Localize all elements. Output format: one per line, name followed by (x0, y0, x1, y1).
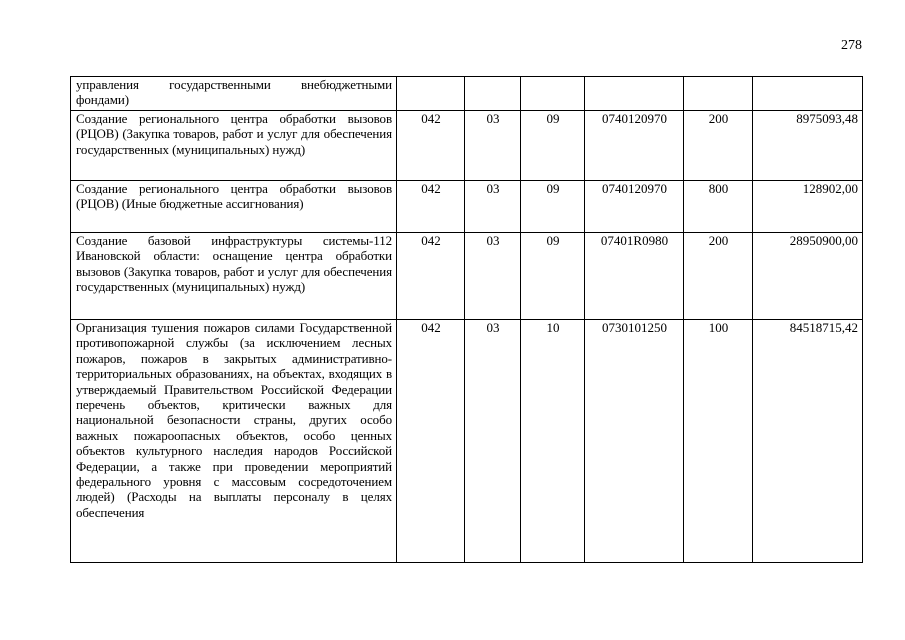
section-code: 03 (465, 320, 521, 563)
subsection-code: 10 (521, 320, 585, 563)
expense-type-code: 800 (684, 181, 753, 233)
section-code: 03 (465, 233, 521, 320)
amount: 28950900,00 (753, 233, 863, 320)
subsection-code (521, 77, 585, 111)
section-code: 03 (465, 111, 521, 181)
section-code (465, 77, 521, 111)
expense-type-code: 200 (684, 233, 753, 320)
ministry-code: 042 (397, 181, 465, 233)
expense-type-code (684, 77, 753, 111)
amount: 84518715,42 (753, 320, 863, 563)
row-description: Создание базовой инфраструктуры системы-112 Ивановской области: оснащение центра обработки вызовов (Закупка товаров, работ и услуг для обеспечения государственных (муниципальных) нужд) (71, 233, 397, 320)
row-description: Организация тушения пожаров силами Государственной противопожарной службы (за исключением лесных пожаров, пожаров в закрытых административно-территориальных образованиях, на объектах, входящих в утверждаемый Правительством Российской Федерации перечень объектов, критически важных для национальной безопасности страны, других особо важных пожароопасных объектов, особо ценных объектов культурного наследия народов Российской Федерации, а также при проведении мероприятий федерального уровня с массовым сосредоточением людей) (Расходы на выплаты персоналу в целях обеспечения (71, 320, 397, 563)
ministry-code: 042 (397, 233, 465, 320)
subsection-code: 09 (521, 181, 585, 233)
table-row (71, 233, 863, 320)
table-row (71, 320, 863, 563)
expense-type-code: 200 (684, 111, 753, 181)
amount (753, 77, 863, 111)
amount: 8975093,48 (753, 111, 863, 181)
target-article-code: 0740120970 (585, 111, 684, 181)
table-row (71, 181, 863, 233)
target-article-code (585, 77, 684, 111)
table-row (71, 111, 863, 181)
budget-table (70, 76, 863, 563)
ministry-code: 042 (397, 320, 465, 563)
subsection-code: 09 (521, 233, 585, 320)
target-article-code: 07401R0980 (585, 233, 684, 320)
subsection-code: 09 (521, 111, 585, 181)
amount: 128902,00 (753, 181, 863, 233)
table-row (71, 77, 863, 111)
row-description: Создание регионального центра обработки вызовов (РЦОВ) (Иные бюджетные ассигнования) (71, 181, 397, 233)
row-description: Создание регионального центра обработки вызовов (РЦОВ) (Закупка товаров, работ и услуг для обеспечения государственных (муниципальных) нужд) (71, 111, 397, 181)
ministry-code (397, 77, 465, 111)
row-description: управления государственными внебюджетными фондами) (71, 77, 397, 111)
section-code: 03 (465, 181, 521, 233)
expense-type-code: 100 (684, 320, 753, 563)
page-number: 278 (841, 38, 862, 53)
target-article-code: 0730101250 (585, 320, 684, 563)
ministry-code: 042 (397, 111, 465, 181)
target-article-code: 0740120970 (585, 181, 684, 233)
